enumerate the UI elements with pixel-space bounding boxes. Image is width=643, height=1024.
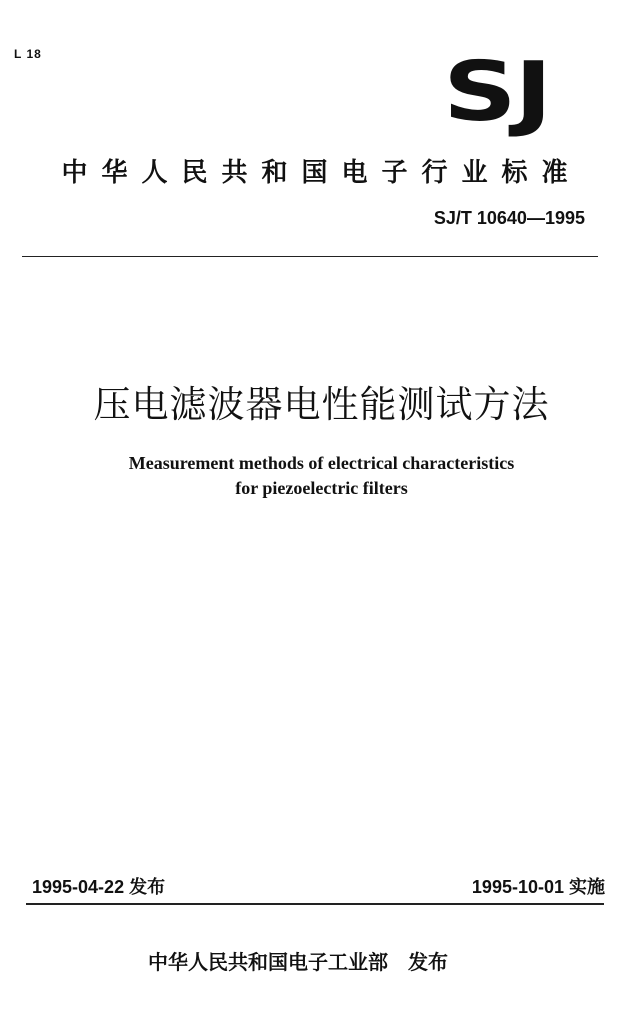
document-title-chinese: 压电滤波器电性能测试方法 bbox=[93, 383, 550, 426]
title-english-line-1: Measurement methods of electrical characteristics bbox=[128, 453, 515, 473]
publisher-action: 发布 bbox=[408, 950, 448, 974]
issue-date: 1995-04-22 发布 bbox=[32, 877, 166, 897]
standard-number: SJ/T 10640—1995 bbox=[433, 208, 585, 228]
bottom-divider bbox=[26, 903, 604, 905]
top-divider bbox=[22, 256, 598, 257]
publisher-line bbox=[148, 946, 448, 975]
document-title-english bbox=[0, 451, 643, 501]
classification-code: L 18 bbox=[14, 47, 42, 61]
publisher-name: 中华人民共和国电子工业部 bbox=[148, 950, 388, 974]
sj-logo: SJ bbox=[443, 45, 550, 140]
title-english-line-2: for piezoelectric filters bbox=[235, 478, 408, 498]
organization-title: 中华人民共和国电子行业标准 bbox=[61, 158, 582, 188]
implementation-date: 1995-10-01 实施 bbox=[471, 877, 605, 897]
